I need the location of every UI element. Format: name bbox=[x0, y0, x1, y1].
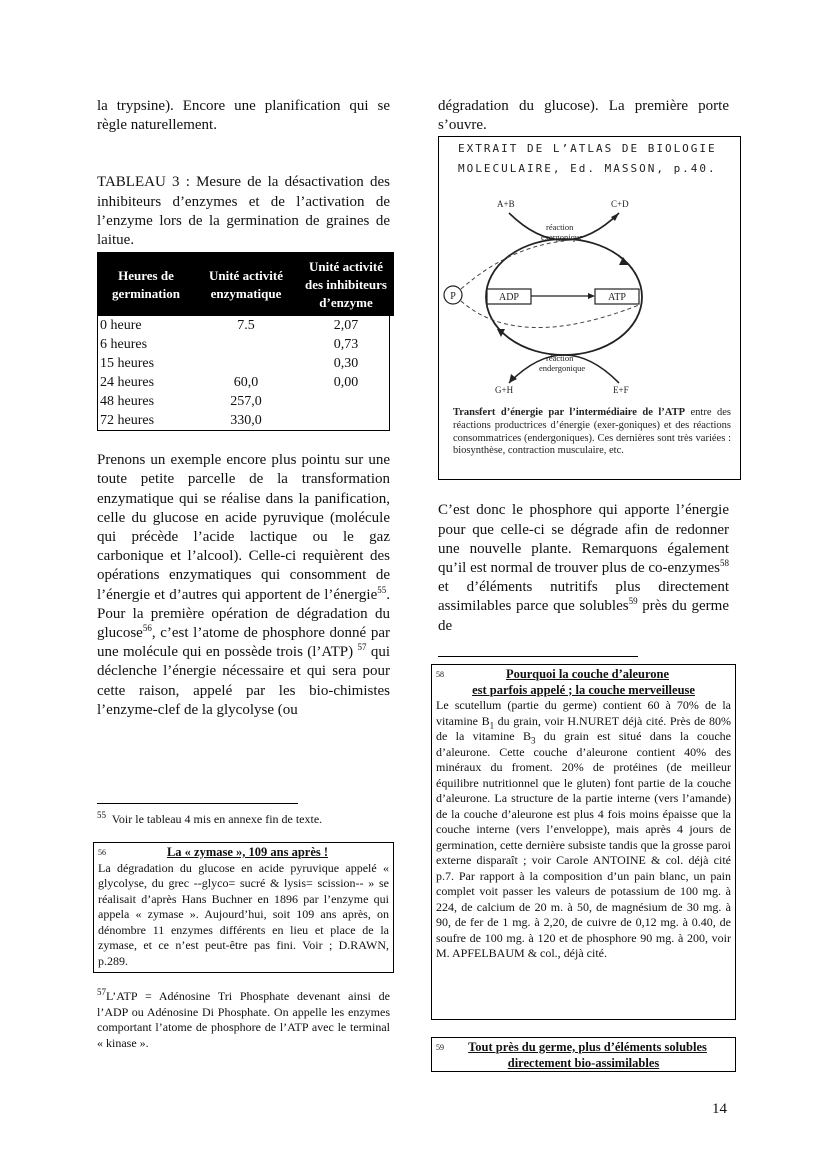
table-3 bbox=[97, 252, 390, 431]
arrowhead-icon bbox=[619, 257, 629, 265]
table-cell-hours: 6 heures bbox=[100, 337, 148, 353]
table-header-inhibitors: Unité activité des inhibiteurs d’enzyme bbox=[298, 252, 394, 316]
right-intro-paragraph: dégradation du glucose). La première porte s’ouvre. bbox=[438, 98, 729, 134]
footnote-box-58 bbox=[431, 664, 736, 1020]
phosphate-label: P bbox=[450, 291, 456, 302]
footnote-ref-56[interactable]: 56 bbox=[142, 623, 152, 634]
table-row bbox=[98, 373, 394, 392]
adp-label: ADP bbox=[498, 292, 520, 303]
footnote-ref-58[interactable]: 58 bbox=[720, 558, 729, 569]
arrowhead-icon bbox=[588, 293, 595, 299]
footnote-57: $^{57}$L’ATP = Adénosine Tri Phosphate devenant ainsi de l’ADP ou Adénosine Di Phosphate. On appelle les enzymes comportant l’atome de phosphore de l’ATP avec le terminal « kinase ». bbox=[97, 987, 390, 1050]
footnote-divider-right bbox=[438, 656, 638, 657]
table-cell-inhibitors bbox=[298, 411, 394, 430]
exergonic-label-2: exergonique bbox=[541, 232, 583, 242]
right-main-paragraph: C’est donc le phosphore qui apporte l’énergie pour que celle-ci se dégrade afin de redonner une nouvelle plante. Remarquons également qu’il est normal de trouver plus de co-enzymes$^{58}$ et d’éléments nutritifs plus directement assimilables parce que solubles$^{59}$ près du germe de bbox=[438, 502, 729, 634]
table-cell-enzyme bbox=[194, 335, 298, 354]
table-cell-enzyme bbox=[194, 354, 298, 373]
footnote-box-59 bbox=[431, 1037, 736, 1072]
atp-label: ATP bbox=[608, 292, 626, 303]
footnote-box-56-title: 56 La « zymase », 109 ans après ! bbox=[98, 845, 329, 859]
endergonic-label-2: endergonique bbox=[539, 363, 586, 373]
table-header-hours: Heures de germination bbox=[98, 252, 194, 316]
label-ef: E+F bbox=[613, 385, 629, 395]
table-row bbox=[98, 316, 394, 335]
phosphate-dashed-top bbox=[461, 241, 564, 289]
table-cell-hours: 48 heures bbox=[100, 394, 155, 410]
footnote-ref-55[interactable]: 55 bbox=[377, 584, 387, 595]
page-number: 14 bbox=[712, 1101, 727, 1117]
figure-header-line2: MOLECULAIRE, Ed. MASSON, p.40. bbox=[458, 162, 717, 175]
table-cell-enzyme: 7.5 bbox=[237, 318, 255, 334]
footnote-box-59-title: 59 Tout près du germe, plus d’éléments solubles directement bio-assimilables bbox=[436, 1040, 707, 1070]
label-gh: G+H bbox=[495, 385, 514, 395]
table-cell-inhibitors: 0,30 bbox=[333, 356, 359, 372]
table-cell-enzyme: 60,0 bbox=[233, 375, 259, 391]
figure-header-line1: EXTRAIT DE L’ATLAS DE BIOLOGIE bbox=[458, 142, 717, 155]
left-column bbox=[97, 97, 390, 720]
table-cell-inhibitors: 0,00 bbox=[333, 375, 359, 391]
label-cd: C+D bbox=[611, 199, 629, 209]
table-cell-enzyme: 257,0 bbox=[230, 394, 262, 410]
table-cell-inhibitors: 2,07 bbox=[333, 318, 359, 334]
footnote-box-58-text: Le scutellum (partie du germe) contient 60 à 70% de la vitamine $B_1$ du grain, voir H.NURET déjà cité. Près de 80% de la vitamine $B_3$ du grain est situé dans la couche d’aleurone. Cette couche d’aleurone contient 40% des minéraux du froment. 20% de protéines (de meilleur équilibre nutritionnel que le gluten) font partie de la couche d’aleurone. La structure de la partie interne (vers l’amande) de la couche d’aleurone est plus 4 fois moins épaisse que la couche interne (vers l’enveloppe), mais après 4 jours de germination, cette dernière subsiste tandis que la grosse paroi externe disparaît ; voir Carole ANTOINE & col. déjà cité p.7. Par rapport à la composition d’un pain blanc, un pain complet voit passer les valeurs de potassium de 100 mg. à 224, de calcium de 20 m. à 50, de magnésium de 30 mg. à 90, de fer de 1 mg. à 2,20, de cuivre de 0,12 mg. à 0.40, de soufre de 100 mg. à 120 et de phosphore 90 mg. à 200, voir M. APFELBAUM & col., déjà cité. bbox=[436, 698, 731, 960]
arrowhead-icon bbox=[509, 374, 517, 383]
exergonic-label-1: réaction bbox=[546, 222, 574, 232]
table-cell-hours: 15 heures bbox=[100, 356, 155, 372]
endergonic-label-1: réaction bbox=[546, 353, 574, 363]
figure-caption-title: Transfert d’énergie par l’intermédiaire de l’ATP bbox=[453, 407, 686, 418]
left-intro-paragraph: la trypsine). Encore une planification qui se règle naturellement. bbox=[97, 98, 390, 134]
footnote-divider-left bbox=[97, 803, 298, 804]
footnote-box-56-text: La dégradation du glucose en acide pyruvique appelé « glycolyse, du grec --glyco= sucré & lysis= scission-- » se réalisait d’après Hans Buchner en 1896 par l’enzyme qui appela « zymase ». Aujourd’hui, soit 109 ans après, on dénombre 11 enzymes différents en lieu et place de la zymase, et ce n’est peut-être pas fini. Voir ; D.RAWN, p.289. bbox=[98, 860, 389, 968]
table-cell-inhibitors: 0,73 bbox=[333, 337, 359, 353]
footnote-box-58-title: 58 Pourquoi la couche d’aleurone est parfois appelé ; la couche merveilleuse bbox=[436, 667, 695, 697]
figure-caption-text: entre des réactions productrices d’énergie (exer-goniques) et des réactions consommatrices (endergoniques). Ces dernières sont très variées : biosynthèse, contraction musculaire, etc. bbox=[453, 407, 731, 457]
table-row bbox=[98, 411, 394, 430]
table-cell-enzyme: 330,0 bbox=[230, 413, 262, 429]
figure-caption bbox=[453, 407, 731, 458]
table-row bbox=[98, 354, 394, 373]
phosphate-dashed-bottom bbox=[461, 301, 639, 328]
table-caption: TABLEAU 3 : Mesure de la désactivation des inhibiteurs d’enzymes et de l’activation de l’enzyme lors de la germination de graines de laitue. bbox=[97, 174, 390, 249]
table-row bbox=[98, 392, 394, 411]
table-row bbox=[98, 335, 394, 354]
footnote-55: $^{55}$ Voir le tableau 4 mis en annexe fin de texte. bbox=[97, 810, 323, 826]
table-cell-hours: 24 heures bbox=[100, 375, 155, 391]
table-cell-hours: 0 heure bbox=[100, 318, 142, 334]
label-ab: A+B bbox=[497, 199, 515, 209]
table-header-enzyme: Unité activité enzymatique bbox=[194, 252, 298, 316]
footnote-ref-57[interactable]: 57 bbox=[357, 642, 367, 653]
footnote-ref-59[interactable]: 59 bbox=[628, 596, 638, 607]
table-cell-inhibitors bbox=[298, 392, 394, 411]
footnote-box-56 bbox=[93, 842, 394, 973]
left-main-paragraph: Prenons un exemple encore plus pointu sur une toute petite parcelle de la transformation enzymatique qui se réalise dans la panification, celle du glucose en acide pyruvique (molécule qui précède l’acide lactique ou le gaz carbonique et l’alcool). Celle-ci requièrent des opérations enzymatiques qui consomment de l’énergie et d’autres qui apportent de l’énergie$^{55}$. Pour la première opération de dégradation du glucose$^{56}$, c’est l’atome de phosphore donné par une molécule qui en possède trois (l’ATP) $^{57}$ qui déclenche l’énergie nécessaire et qui sera pour cette raison, appelé par les bio-chimistes l’enzyme-clef de la glycolyse (ou bbox=[97, 452, 390, 718]
table-cell-hours: 72 heures bbox=[100, 413, 155, 429]
atp-figure bbox=[438, 136, 741, 480]
